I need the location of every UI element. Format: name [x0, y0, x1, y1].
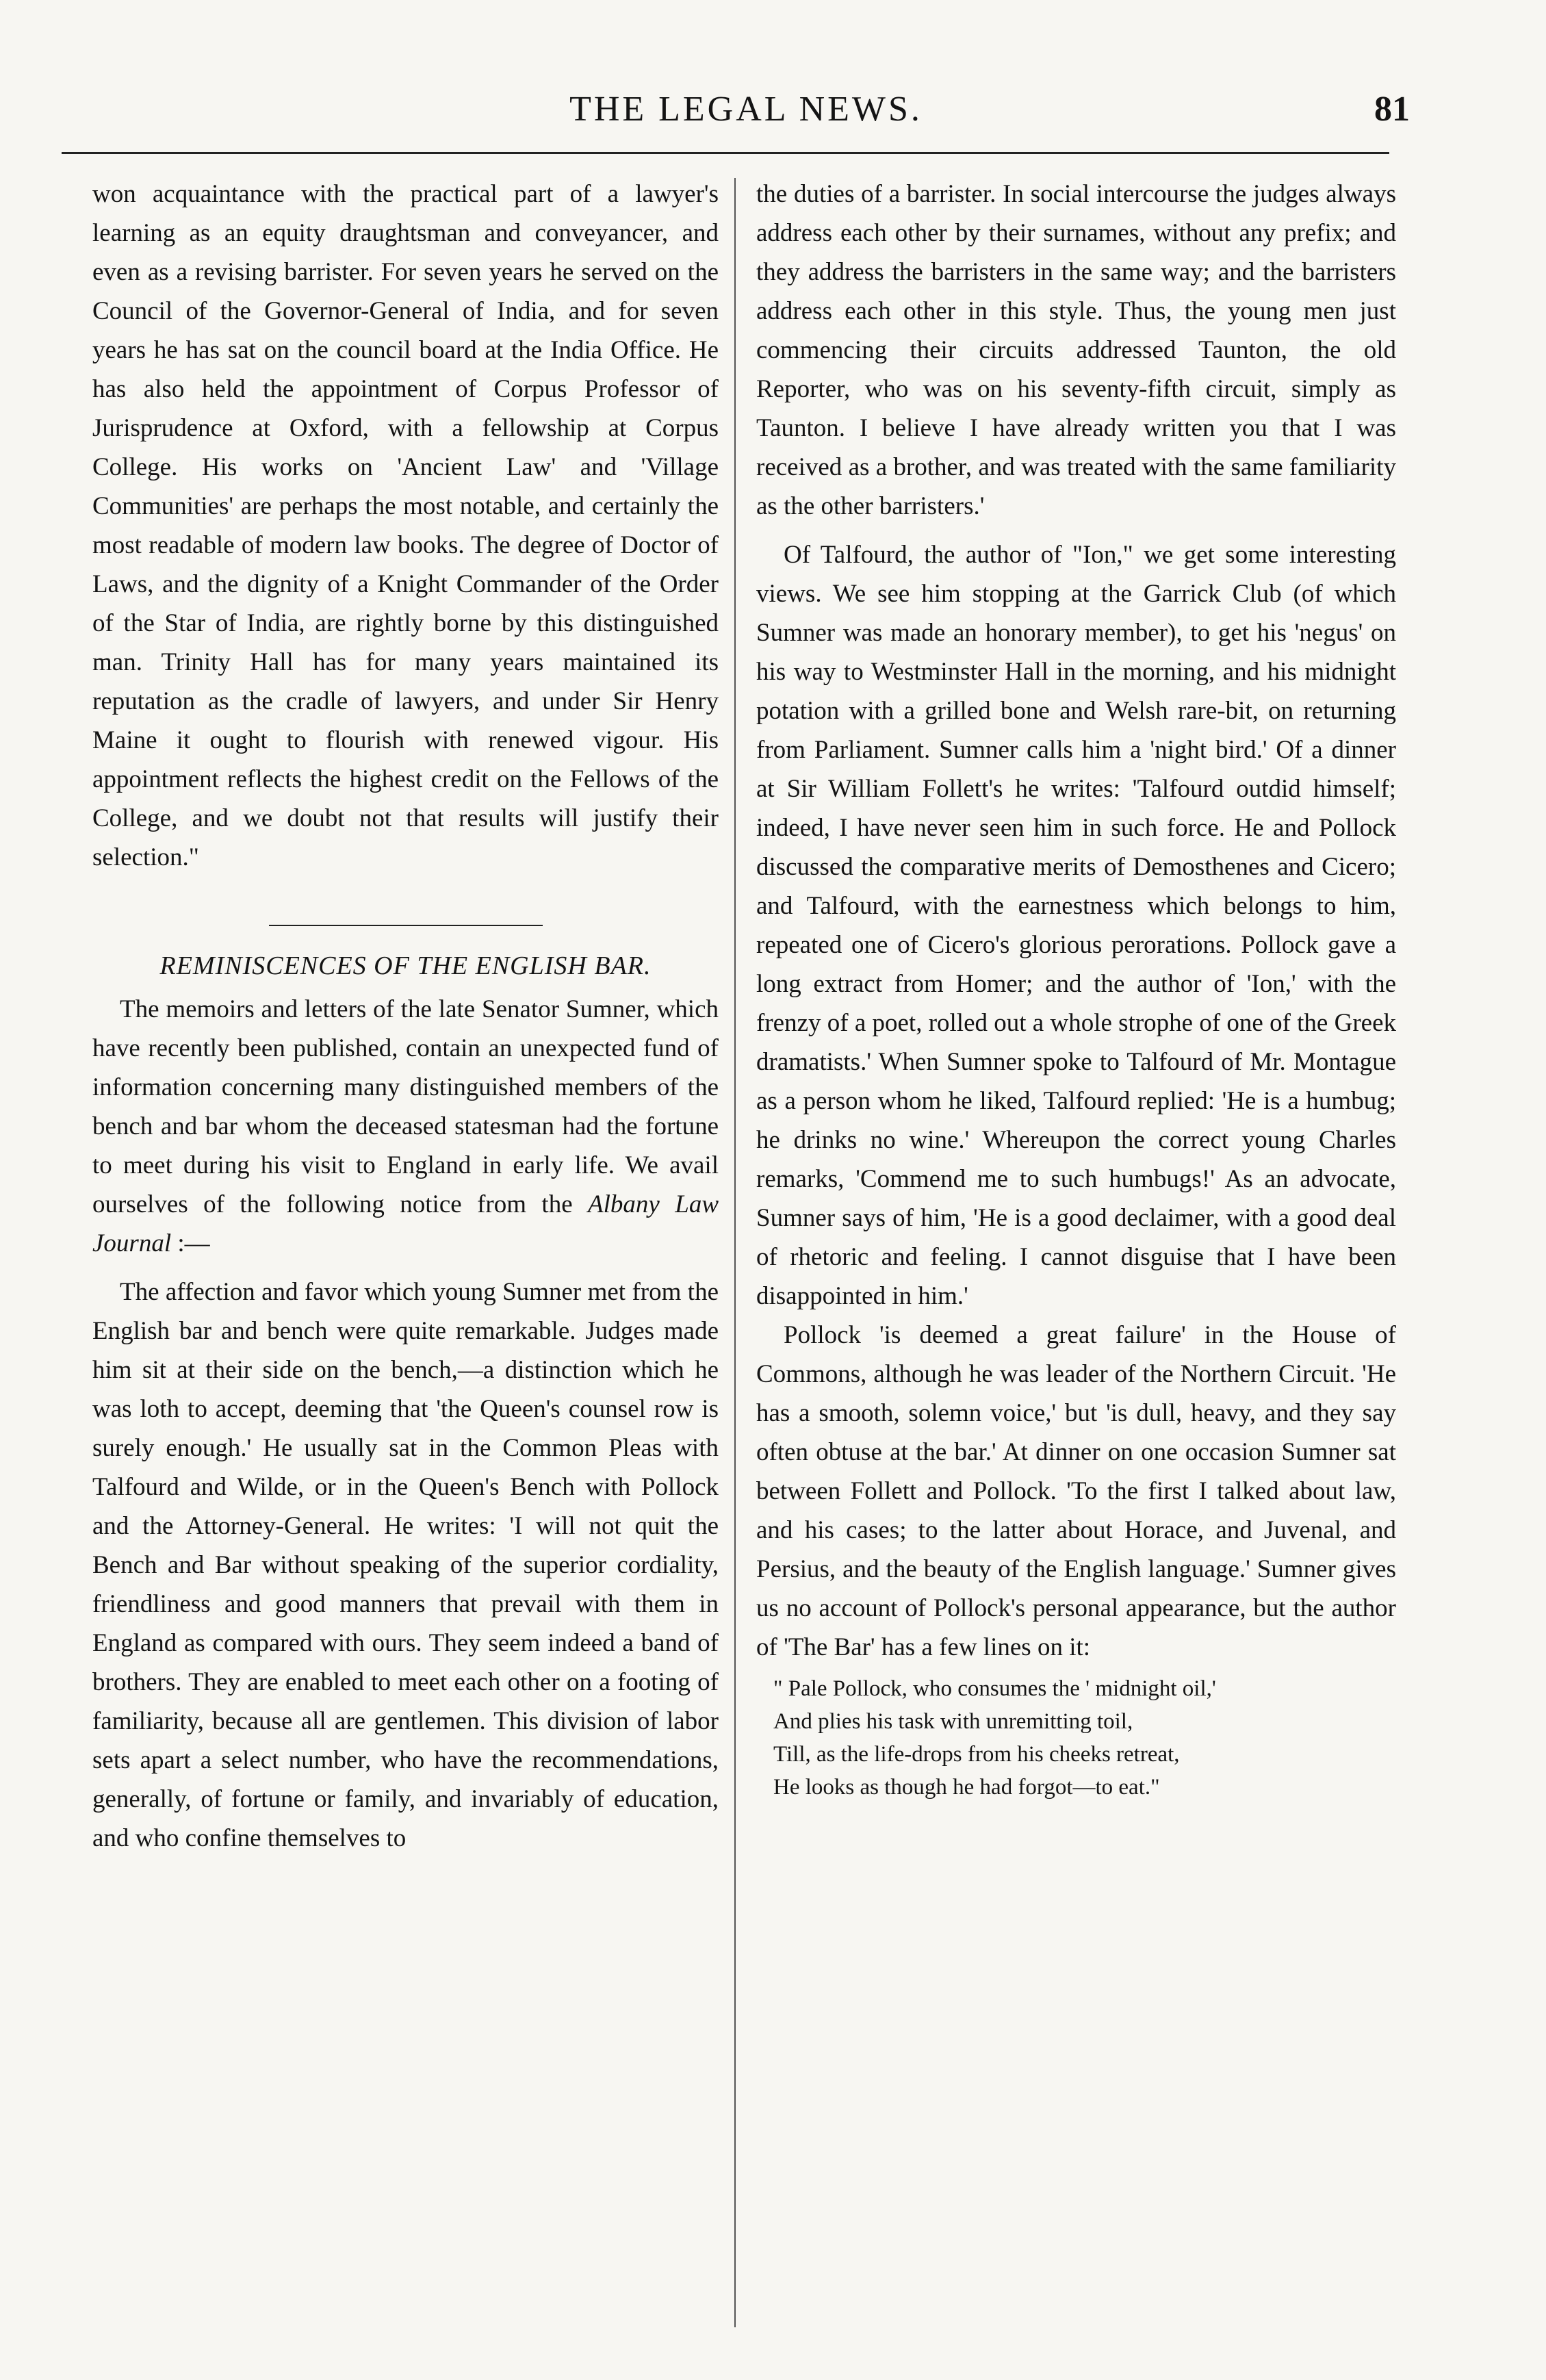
poem-line: He looks as though he had forgot—to eat." [773, 1775, 1160, 1800]
column-divider [734, 178, 736, 2327]
header-rule [62, 152, 1389, 154]
poem-line: Till, as the life-drops from his cheeks retreat, [773, 1742, 1180, 1767]
right-paragraph-1: the duties of a barrister. In social intercourse the judges always address each other by their surnames, without any prefix; and they address the barristers in the same way; and the barristers address each other in this style. Thus, the young men just commencing their circuits addressed Taunton, the old Reporter, who was on his seventy-fifth circuit, simply as Taunton. I believe I have already written you that I was received as a brother, and was treated with the same familiarity as the other barristers.' [756, 180, 1396, 520]
left-paragraph-2-tail: :— [171, 1229, 210, 1257]
journal-title: Albany Law Journal [92, 1190, 719, 1257]
running-title: THE LEGAL NEWS. [569, 90, 923, 129]
poem-line: " Pale Pollock, who consumes the ' midnight oil,' [773, 1676, 1216, 1701]
right-column [756, 175, 1396, 1804]
poem-line: And plies his task with unremitting toil, [773, 1709, 1133, 1734]
right-paragraph-3: Pollock 'is deemed a great failure' in the House of Commons, although he was leader of the Northern Circuit. 'He has a smooth, solemn voice,' but 'is dull, heavy, and they say often obtuse at the bar.' At dinner on one occasion Sumner sat between Follett and Pollock. 'To the first I talked about law, and his cases; to the latter about Horace, and Juvenal, and Persius, and the beauty of the English language.' Sumner gives us no account of Pollock's personal appearance, but the author of 'The Bar' has a few lines on it: [756, 1321, 1396, 1661]
poem-quote [773, 1672, 1396, 1804]
left-paragraph-3: The affection and favor which young Sumner met from the English bar and bench were quite remarkable. Judges made him sit at their side on the bench,—a distinction which he was loth to accept, deeming that 'the Queen's counsel row is surely enough.' He usually sat in the Common Pleas with Talfourd and Wilde, or in the Queen's Bench with Pollock and the Attorney-General. He writes: 'I will not quit the Bench and Bar without speaking of the superior cordiality, friendliness and good manners that prevail with them in England as compared with ours. They seem indeed a band of brothers. They are enabled to meet each other on a footing of familiarity, because all are gentlemen. This division of labor sets apart a select number, who have the recommendations, generally, of fortune or family, and invariably of education, and who confine themselves to [92, 1278, 719, 1852]
left-paragraph-1: won acquaintance with the practical part of a lawyer's learning as an equity draughtsman and conveyancer, and even as a revising barrister. For seven years he served on the Council of the Governor-General of India, and for seven years he has sat on the council board at the India Office. He has also held the appointment of Corpus Professor of Jurisprudence at Oxford, with a fellowship at Corpus College. His works on 'Ancient Law' and 'Village Communities' are perhaps the most notable, and certainly the most readable of modern law books. The degree of Doctor of Laws, and the dignity of a Knight Commander of the Order of the Star of India, are rightly borne by this distinguished man. Trinity Hall has for many years maintained its reputation as the cradle of lawyers, and under Sir Henry Maine it ought to flourish with renewed vigour. His appointment reflects the highest credit on the Fellows of the College, and we doubt not that results will justify their selection." [92, 180, 719, 871]
right-paragraph-2: Of Talfourd, the author of "Ion," we get some interesting views. We see him stopping at the Garrick Club (of which Sumner was made an honorary member), to get his 'negus' on his way to Westminster Hall in the morning, and his midnight potation with a grilled bone and Welsh rare-bit, on returning from Parliament. Sumner calls him a 'night bird.' Of a dinner at Sir William Follett's he writes: 'Talfourd outdid himself; indeed, I have never seen him in such force. He and Pollock discussed the comparative merits of Demosthenes and Cicero; and Talfourd, with the earnestness which belongs to him, repeated one of Cicero's glorious perorations. Pollock gave a long extract from Homer; and the author of 'Ion,' with the frenzy of a poet, rolled out a whole strophe of one of the Greek dramatists.' When Sumner spoke to Talfourd of Mr. Montague as a person whom he liked, Talfourd replied: 'He is a humbug; he drinks no wine.' Whereupon the correct young Charles remarks, 'Commend me to such humbugs!' As an advocate, Sumner says of him, 'He is a good declaimer, with a good deal of rhetoric and feeling. I cannot disguise that I have been disappointed in him.' [756, 541, 1396, 1310]
page-number: 81 [1374, 90, 1410, 129]
left-paragraph-2-text: The memoirs and letters of the late Senator Sumner, which have recently been published, contain an unexpected fund of information concerning many distinguished members of the bench and bar whom the deceased statesman had the fortune to meet during his visit to England in early life. We avail ourselves of the following notice from the [92, 995, 719, 1218]
section-title: REMINISCENCES OF THE ENGLISH BAR. [159, 951, 652, 980]
page-header [82, 82, 1410, 144]
left-paragraph-2 [92, 990, 719, 1263]
section-divider [269, 925, 543, 926]
left-column [92, 175, 719, 1858]
